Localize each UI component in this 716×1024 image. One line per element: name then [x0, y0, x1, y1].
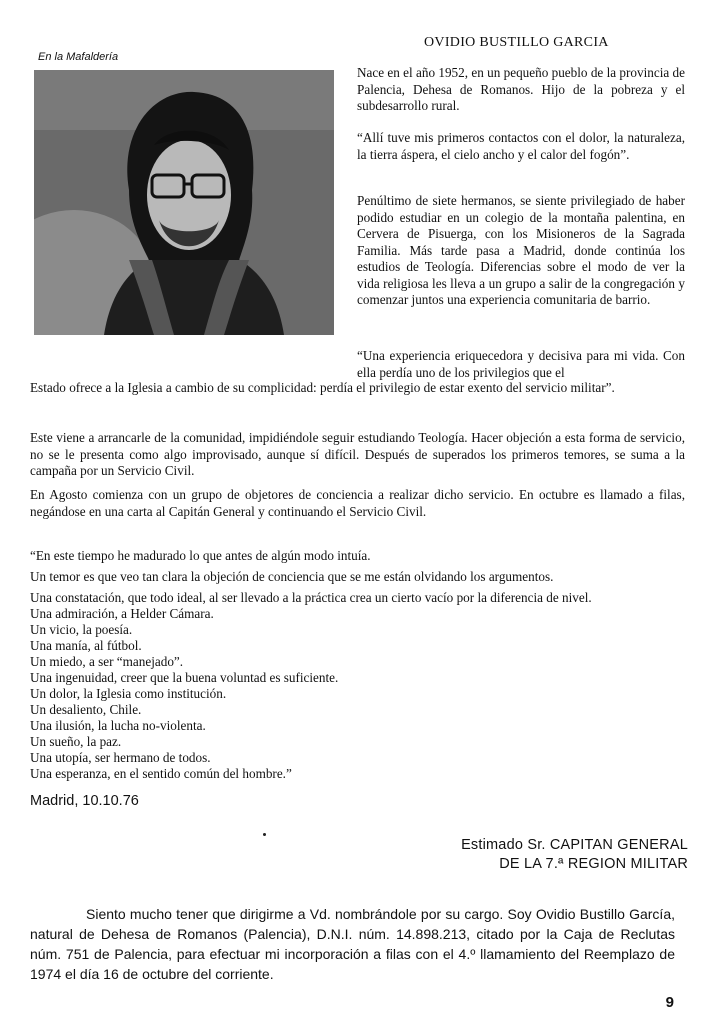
quote-line: Una ilusión, la lucha no-violenta.	[30, 718, 206, 733]
addressee-line: DE LA 7.ª REGION MILITAR	[499, 856, 688, 872]
addressee-line: Estimado Sr. CAPITAN GENERAL	[461, 837, 688, 853]
quote-list	[30, 548, 690, 782]
quote-line: Una esperanza, en el sentido común del hombre.”	[30, 766, 292, 781]
quote-line: Una manía, al fútbol.	[30, 638, 142, 653]
page-number: 9	[665, 994, 674, 1011]
quote-line: Una ingenuidad, creer que la buena voluntad es suficiente.	[30, 670, 339, 685]
quote-line: Un sueño, la paz.	[30, 734, 122, 749]
bio-quote-continuation: Estado ofrece a la Iglesia a cambio de su complicidad: perdía el privilegio de estar exento del servicio militar”.	[30, 380, 615, 395]
bio-quote: “Una experiencia eriquecedora y decisiva para mi vida. Con ella perdía uno de los privilegios que el	[357, 348, 685, 380]
letter-date: Madrid, 10.10.76	[30, 793, 139, 809]
bio-paragraph: Penúltimo de siete hermanos, se siente privilegiado de haber podido estudiar en un colegio de la montaña palentina, en Cervera de Pisuerga, con los Misioneros de la Sagrada Familia. Más tarde pasa a Madrid, donde continúa los estudios de Teología. Diferencias sobre el modo de ver la vida religiosa les lleva a un grupo a salir de la congregación y comenzar juntos una experiencia comunitaria de barrio.	[357, 193, 685, 307]
bio-paragraph: En Agosto comienza con un grupo de objetores de conciencia a realizar dicho servicio. En octubre es llamado a filas, negándose en una carta al Capitán General y continuando el Servicio Civil.	[30, 487, 685, 519]
quote-line: Un temor es que veo tan clara la objeción de conciencia que se me están olvidando los argumentos.	[30, 569, 554, 584]
bio-paragraph: Este viene a arrancarle de la comunidad, impidiéndole seguir estudiando Teología. Hacer objeción a esta forma de servicio, no se le presenta como algo improvisado, aunque sí difícil. Después de superados los primeros temores, se suma a la campaña por un Servicio Civil.	[30, 430, 685, 478]
quote-line: Un miedo, a ser “manejado”.	[30, 654, 184, 669]
quote-line: Un dolor, la Iglesia como institución.	[30, 686, 227, 701]
quote-line: “En este tiempo he madurado lo que antes de algún modo intuía.	[30, 548, 371, 563]
quote-line: Un desaliento, Chile.	[30, 702, 142, 717]
letter-body: Siento mucho tener que dirigirme a Vd. nombrándole por su cargo. Soy Ovidio Bustillo García, natural de Dehesa de Romanos (Palencia), D.N.I. núm. 14.898.213, citado por la Caja de Reclutas núm. 751 de Palencia, para efectuar mi incorporación a filas con el 4.º llamamiento del Reemplazo de 1974 el día 16 de octubre del corriente.	[30, 906, 675, 982]
quote-line: Una utopía, ser hermano de todos.	[30, 750, 211, 765]
portrait-photo	[34, 70, 334, 335]
quote-line: Una constatación, que todo ideal, al ser llevado a la práctica crea un cierto vacío por la diferencia de nivel.	[30, 590, 592, 605]
article-title: OVIDIO BUSTILLO GARCIA	[424, 35, 609, 50]
portrait-illustration	[34, 70, 334, 335]
quote-line: Una admiración, a Helder Cámara.	[30, 606, 214, 621]
bio-quote: “Allí tuve mis primeros contactos con el dolor, la naturaleza, la tierra áspera, el cielo ancho y el calor del fogón”.	[357, 130, 685, 162]
bio-paragraph: Nace en el año 1952, en un pequeño pueblo de la provincia de Palencia, Dehesa de Romanos. Hijo de la pobreza y el subdesarrollo rural.	[357, 65, 685, 113]
quote-line: Un vicio, la poesía.	[30, 622, 133, 637]
ink-speck	[263, 833, 266, 836]
photo-caption: En la Mafaldería	[38, 51, 119, 63]
